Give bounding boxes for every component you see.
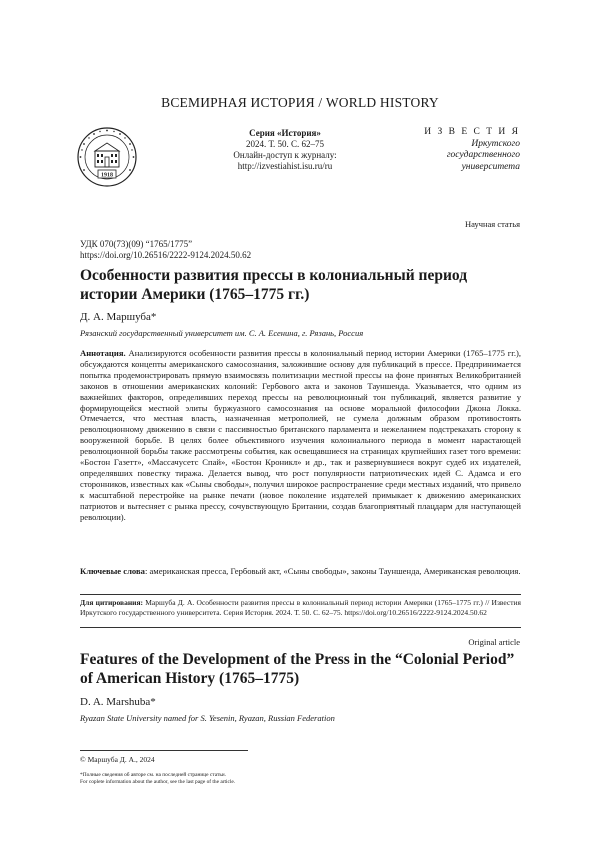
abstract: [80, 348, 521, 523]
izvestia-line-3: университета: [420, 162, 520, 174]
online-access-label: Онлайн-доступ к журналу:: [215, 150, 355, 161]
keywords-text: : американская пресса, Гербовый акт, «Сыны свободы», законы Тауншенда, Американская революция.: [145, 566, 521, 576]
abstract-label: Аннотация.: [80, 348, 126, 358]
footnote-ru: *Полные сведения об авторе см. на последней странице статьи.: [80, 772, 521, 779]
citation-label: Для цитирования:: [80, 598, 143, 607]
footnote-divider: [80, 750, 248, 751]
keywords: [80, 566, 521, 577]
citation-block: [80, 598, 521, 617]
article-title-ru: Особенности развития прессы в колониальный период истории Америки (1765–1775 гг.): [80, 266, 520, 304]
article-type-en: Original article: [468, 637, 520, 647]
article-type-ru: Научная статья: [465, 219, 520, 229]
citation-text: Маршуба Д. А. Особенности развития прессы в колониальный период истории Америки (1765–1775 гг.) // Известия Иркутского государственного университета. Серия История. 2024. Т. 50. С. 62–75. https://doi.org/10.26516/2222-9124.2024.50.62: [80, 598, 521, 617]
affiliation-ru: Рязанский государственный университет им. С. А. Есенина, г. Рязань, Россия: [80, 328, 363, 338]
udc-code: УДК 070(73)(09) “1765/1775”: [80, 239, 251, 250]
page: [0, 0, 600, 853]
series-info: [215, 128, 355, 172]
izvestia-line-2: государственного: [420, 150, 520, 162]
journal-section-title: ВСЕМИРНАЯ ИСТОРИЯ / WORLD HISTORY: [0, 95, 600, 111]
series-name: Серия «История»: [215, 128, 355, 139]
udc-doi-block: [80, 239, 251, 261]
izvestia-heading: И З В Е С Т И Я: [420, 127, 520, 139]
doi-link-ru[interactable]: https://doi.org/10.26516/2222-9124.2024.50.62: [80, 250, 251, 261]
izvestia-masthead: [420, 127, 520, 173]
svg-text:1918: 1918: [101, 173, 113, 179]
footnote-en: For coplete information about the author, see the last page of the article.: [80, 779, 521, 786]
author-name-ru: Д. А. Маршуба*: [80, 311, 156, 323]
keywords-label: Ключевые слова: [80, 566, 145, 576]
author-footnote: [80, 772, 521, 786]
abstract-text: Анализируются особенности развития прессы в колониальный период истории Америки (1765–1775 гг.), обсуждаются концепты американского самосознания, заложившие основу для публикаций в прессе. Предпринимается попытка продемонстрировать прямую взаимосвязь политизации местной прессы на фоне принятых Великобританией законов в отношении американских колоний: Гербового акта и законов Тауншенда. Указывается, что одним из важнейших факторов, определивших переход прессы на революционный тон публикаций, является развитие у формирующейся местной элиты буржуазного самосознания на основе моральной философии Джона Локка. Отмечается, что местная власть, назначенная метрополией, не сумела должным образом противостоять революционному движению в связи с пассивностью британского парламента и нежеланием подстреках­ать сторону к вооруженной борьбе. В целях более объективного изучения колониального периода в момент нарастающей революционной борьбы также рассмотрены события, как освещавшиеся на страницах крупнейших газет того времени: «Бостон Газетт», «Массачусетс Спай», «Бостон Кроникл» и др., так и развернувшиеся вокруг судеб их издателей, определявших повестку тиража. Делается вывод, что рост популярности патриотических идей С. Адамса и его сторонников, известных как «Сыны свободы», получил широкое распространение среди местных изданий, что привело к масштабной перестройке на рынке печати (новое поколение издателей примыкает к движению американских патриотов и вытесняет с рынка прессу, сочувствующую Британии, создав благоприятный плацдарм для наступающей революции).: [80, 348, 521, 522]
university-seal-logo: [76, 126, 138, 188]
affiliation-en: Ryazan State University named for S. Yesenin, Ryazan, Russian Federation: [80, 713, 335, 723]
article-title-en: Features of the Development of the Press in the “Colonial Period” of American History (1765–1775): [80, 650, 520, 688]
university-seal-icon: [76, 126, 138, 188]
copyright-notice: © Маршуба Д. А., 2024: [80, 755, 155, 764]
izvestia-line-1: Иркутского: [420, 139, 520, 151]
journal-url-link[interactable]: http://izvestiahist.isu.ru/ru: [215, 161, 355, 172]
divider-top: [80, 594, 521, 595]
author-name-en: D. A. Marshuba*: [80, 696, 156, 708]
series-issue: 2024. Т. 50. С. 62–75: [215, 139, 355, 150]
divider-bottom: [80, 627, 521, 628]
